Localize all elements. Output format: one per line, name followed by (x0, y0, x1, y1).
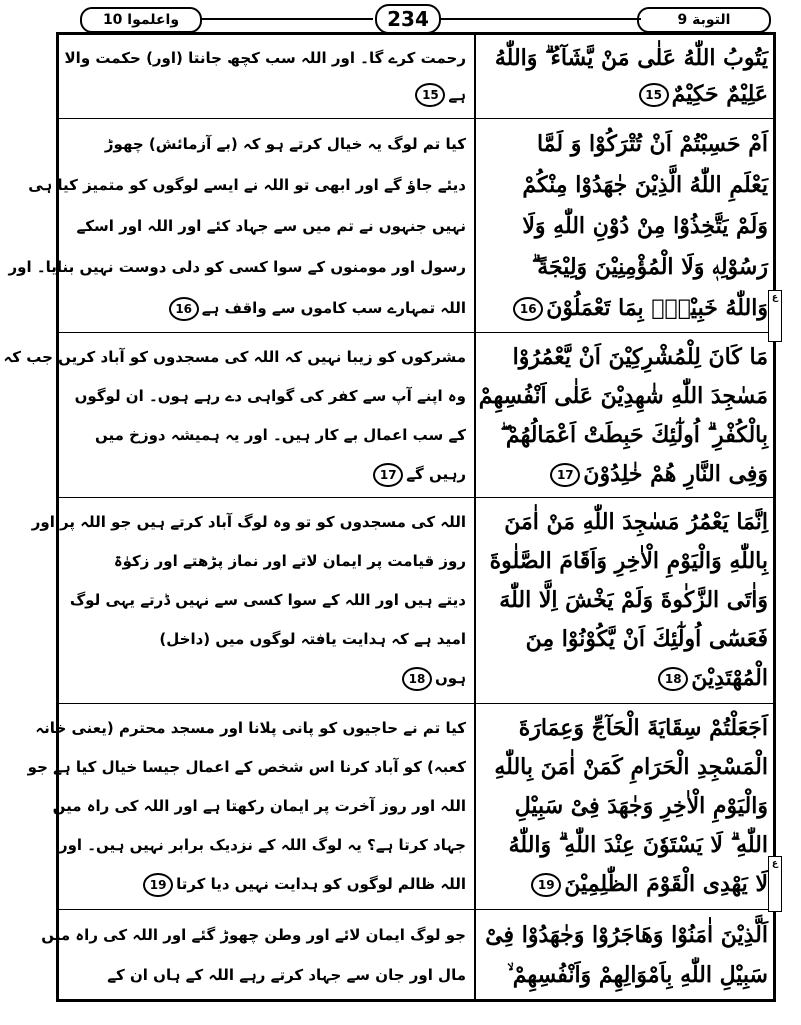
arabic-line: بِالْكُفْرِ ۗ اُولٰٓئِكَ حَبِطَتْ اَعْمَالُهُمْ ۖ (500, 422, 768, 448)
arabic-line: وَلَمْ يَتَّخِذُوْا مِنْ دُوْنِ اللّٰهِ وَلَا (522, 213, 768, 239)
arabic-line: مَا كَانَ لِلْمُشْرِكِيْنَ اَنْ يَّعْمُرُوْا (512, 344, 768, 370)
urdu-line: جہاد کرتا ہے؟ یہ لوگ اللہ کے نزدیک برابر نہیں ہیں۔ اور (58, 836, 466, 854)
header-rule-left (200, 18, 373, 20)
arabic-line: بِاللّٰهِ وَالْيَوْمِ الْاٰخِرِ وَاَقَامَ الصَّلٰوةَ (489, 548, 768, 574)
ayah-number: 18 (658, 667, 688, 691)
arabic-line: يَعْلَمِ اللّٰهُ الَّذِيْنَ جٰهَدُوْا مِنْكُمْ (522, 172, 768, 198)
ayah-number: 17 (550, 463, 580, 487)
arabic-line: وَفِى النَّارِ هُمْ خٰلِدُوْنَ (583, 461, 768, 487)
urdu-line: کیا تم لوگ یہ خیال کرتے ہو کہ (بے آزمائش) چھوڑ (104, 135, 466, 153)
urdu-line: کے سب اعمال بے کار ہیں۔ اور یہ ہمیشہ دوزخ میں (95, 426, 466, 444)
arabic-line: وَالْيَوْمِ الْاٰخِرِ وَجٰهَدَ فِىْ سَبِيْلِ (514, 793, 768, 819)
block-separator (56, 118, 776, 119)
arabic-verse-block (484, 40, 768, 112)
urdu-line: اللہ تمہارے سب کاموں سے واقف ہے (201, 299, 466, 317)
urdu-line: رہیں گے (406, 465, 466, 483)
ayah-number: 16 (169, 297, 199, 321)
urdu-line: امید ہے کہ ہدایت یافتہ لوگوں میں (داخل) (159, 630, 466, 648)
urdu-line: اللہ ظالم لوگوں کو ہدایت نہیں دیا کرتا (176, 875, 466, 893)
arabic-verse-block (484, 124, 768, 329)
urdu-line: رحمت کرے گا۔ اور اللہ سب کچھ جانتا (اور) حکمت والا (64, 49, 466, 67)
arabic-line: الْمَسْجِدِ الْحَرَامِ كَمَنْ اٰمَنَ بِاللّٰهِ (494, 754, 768, 780)
urdu-line: مشرکوں کو زیبا نہیں کہ اللہ کی مسجدوں کو آباد کریں جب کہ (3, 348, 466, 366)
ruku-mark: ع (768, 290, 782, 342)
arabic-line: سَبِيْلِ اللّٰهِ بِاَمْوَالِهِمْ وَاَنْفُسِهِمْ ۙ (507, 962, 768, 988)
arabic-line: يَتُوبُ اللّٰهُ عَلٰى مَنْ يَّشَآءُ ۗ وَاللّٰهُ (494, 45, 768, 71)
arabic-verse-block (484, 915, 768, 995)
juz-tag: واعلموا 10 (80, 7, 202, 33)
ayah-number: 15 (639, 83, 669, 107)
urdu-line: وہ اپنے آپ سے کفر کی گواہی دے رہے ہوں۔ ان لوگوں (74, 387, 466, 405)
block-separator (56, 497, 776, 498)
arabic-verse-block (484, 503, 768, 698)
arabic-line: مَسٰجِدَ اللّٰهِ شٰهِدِيْنَ عَلٰى اَنْفُسِهِمْ (478, 383, 768, 409)
block-separator (56, 703, 776, 704)
ayah-number: 19 (531, 873, 561, 897)
arabic-line: اَجَعَلْتُمْ سِقَايَةَ الْحَآجِّ وَعِمَارَةَ (518, 715, 768, 741)
urdu-line: کیا تم نے حاجیوں کو پانی پلانا اور مسجد محترم (یعنی خانہ (35, 719, 466, 737)
arabic-line: فَعَسٰٓى اُولٰٓئِكَ اَنْ يَّكُوْنُوْا مِنَ (525, 626, 768, 652)
urdu-translation-block (27, 709, 466, 904)
arabic-line: اللّٰهِ ۗ لَا يَسْتَوٗنَ عِنْدَ اللّٰهِ ۗ وَاللّٰهُ (508, 832, 768, 858)
urdu-translation-block (31, 503, 466, 698)
ayah-number: 17 (373, 463, 403, 487)
arabic-verse-block (478, 338, 768, 494)
urdu-translation-block (8, 124, 466, 329)
column-divider (474, 32, 476, 1002)
urdu-translation-block (64, 40, 466, 113)
page-number: 234 (375, 4, 441, 34)
urdu-line: نہیں جنہوں نے تم میں سے جہاد کئے اور اللہ اور اسکے (76, 217, 466, 235)
urdu-line: دیتے ہیں اور اللہ کے سوا کسی سے نہیں ڈرتے یہی لوگ (69, 591, 466, 609)
urdu-line: اللہ کی مسجدوں کو تو وہ لوگ آباد کرتے ہیں جو اللہ پر اور (31, 513, 466, 531)
arabic-line: اِنَّمَا يَعْمُرُ مَسٰجِدَ اللّٰهِ مَنْ اٰمَنَ (504, 509, 768, 535)
arabic-line: اَلَّذِيْنَ اٰمَنُوْا وَهَاجَرُوْا وَجٰهَدُوْا فِىْ (485, 922, 768, 948)
header-rule-right (441, 18, 641, 20)
block-separator (56, 332, 776, 333)
urdu-line: ہے (448, 85, 466, 104)
arabic-verse-block (484, 709, 768, 904)
arabic-line: رَسُوْلِهٖ وَلَا الْمُؤْمِنِيْنَ وَلِيْجَةً ۗ (531, 254, 768, 280)
urdu-line: رسول اور مومنوں کے سوا کسی کو دلی دوست نہیں بنایا۔ اور (8, 258, 466, 276)
arabic-line: الْمُهْتَدِيْنَ (691, 665, 768, 691)
urdu-line: مال اور جان سے جہاد کرتے رہے اللہ کے ہاں ان کے (107, 966, 466, 984)
block-separator (56, 909, 776, 910)
urdu-line: جو لوگ ایمان لائے اور وطن چھوڑ گئے اور اللہ کی راہ میں (41, 926, 466, 944)
ayah-number: 15 (415, 83, 445, 107)
arabic-line: وَاللّٰهُ خَبِيْرٌۢ بِمَا تَعْمَلُوْنَ (546, 295, 768, 321)
ruku-mark: ع (768, 856, 782, 912)
urdu-line: دیئے جاؤ گے اور ابھی تو اللہ نے ایسے لوگوں کو متمیز کیا ہی (28, 176, 466, 194)
ayah-number: 19 (143, 873, 173, 897)
ayah-number: 18 (402, 667, 432, 691)
arabic-line: عَلِيْمٌ حَكِيْمٌ (671, 81, 768, 107)
urdu-line: ہوں (435, 669, 466, 687)
urdu-line: اللہ اور روز آخرت پر ایمان رکھتا ہے اور اللہ کی راہ میں (52, 797, 466, 815)
ayah-number: 16 (513, 297, 543, 321)
urdu-line: روز قیامت پر ایمان لاتے اور نماز پڑھتے اور زکوٰۃ (113, 552, 466, 570)
arabic-line: وَاٰتَى الزَّكٰوةَ وَلَمْ يَخْشَ اِلَّا اللّٰهَ (499, 587, 768, 613)
urdu-translation-block (3, 338, 466, 494)
page-header (0, 4, 801, 32)
urdu-line: کعبہ) کو آباد کرنا اس شخص کے اعمال جیسا خیال کیا ہے جو (27, 758, 466, 776)
arabic-line: لَا يَهْدِى الْقَوْمَ الظّٰلِمِيْنَ (564, 871, 768, 897)
urdu-translation-block (41, 915, 466, 995)
arabic-line: اَمْ حَسِبْتُمْ اَنْ تُتْرَكُوْا وَ لَمَّا (536, 131, 768, 157)
surah-tag: التوبة 9 (637, 7, 771, 33)
